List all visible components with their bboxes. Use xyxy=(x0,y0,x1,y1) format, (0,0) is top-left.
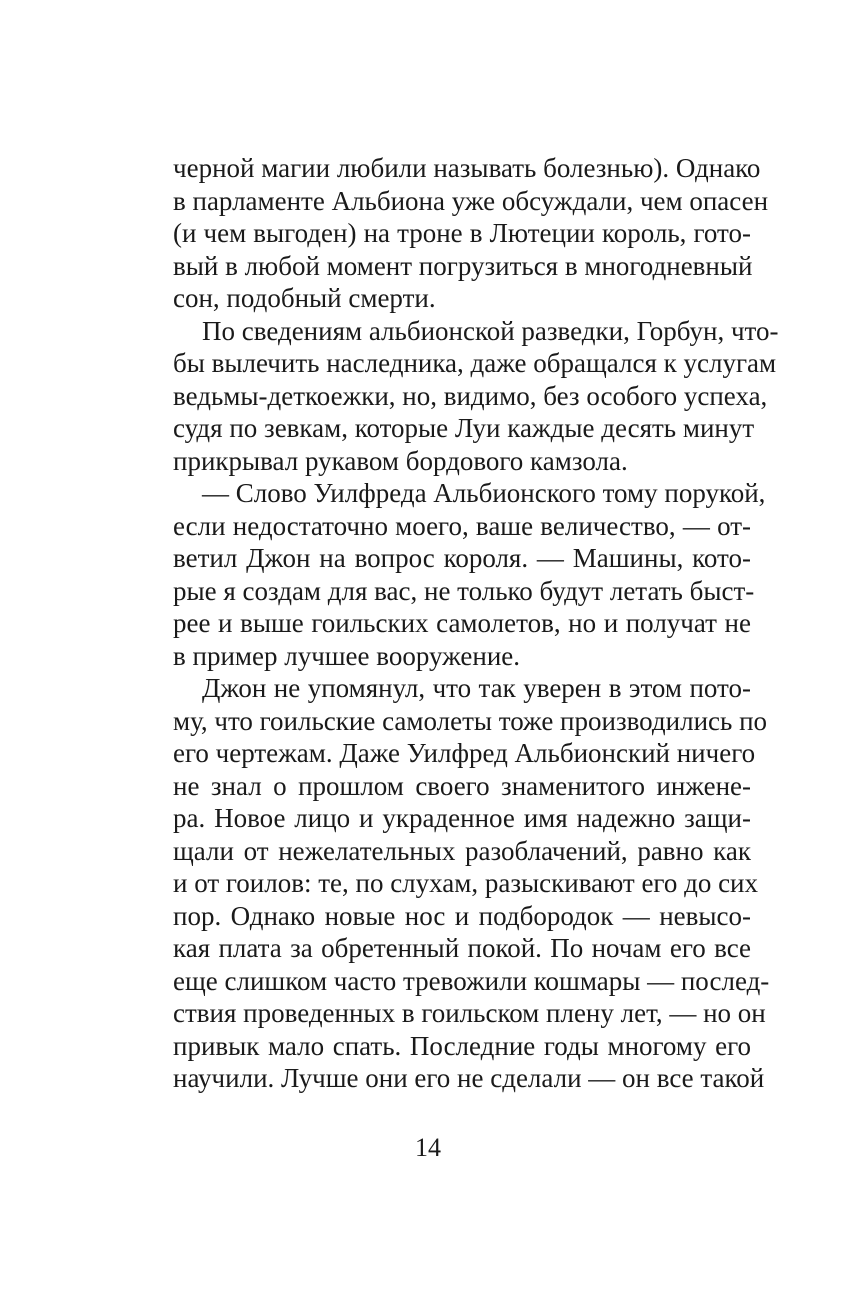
text-line: еще слишком часто тревожили кошмары — послед- xyxy=(173,965,770,996)
text-line: кая плата за обретенный покой. По ночам его все xyxy=(173,933,751,963)
text-line: не знал о прошлом своего знаменитого инжене- xyxy=(173,770,751,801)
text-line: его чертежам. Даже Уилфред Альбионский ничего xyxy=(173,738,756,768)
text-line: Джон не упомянул, что так уверен в этом пото- xyxy=(202,673,751,703)
text-line: бы вылечить наследника, даже обращался к услугам xyxy=(173,348,777,378)
text-line: научили. Лучше они его не сделали — он все такой xyxy=(173,1063,765,1093)
text-line: По сведениям альбионской разведки, Горбун, что- xyxy=(202,315,779,346)
text-line: рее и выше гоильских самолетов, но и получат не xyxy=(173,608,751,638)
text-line: прикрывал рукавом бордового камзола. xyxy=(173,445,628,476)
text-line: — Слово Уилфреда Альбионского тому порукой, xyxy=(202,478,766,508)
text-line: в пример лучшее вооружение. xyxy=(173,640,521,671)
text-line: ствия проведенных в гоильском плену лет, — но он xyxy=(173,998,766,1028)
text-line: черной магии любили называть болезнью). Однако xyxy=(173,153,761,183)
text-line: (и чем выгоден) на троне в Лютеции король, гото- xyxy=(173,218,751,248)
page-number: 14 xyxy=(415,1133,441,1162)
text-line: щали от нежелательных разоблачений, равно как xyxy=(173,835,751,866)
body-text xyxy=(173,152,779,1095)
text-line: вый в любой момент погрузиться в многодневный xyxy=(173,250,753,281)
text-line: если недостаточно моего, ваше величество, — от- xyxy=(173,510,751,541)
text-line: сон, подобный смерти. xyxy=(173,283,436,313)
text-line: ра. Новое лицо и украденное имя надежно защи- xyxy=(173,803,751,833)
text-line: ведьмы-деткоежки, но, видимо, без особого успеха, xyxy=(173,380,768,411)
text-line: му, что гоильские самолеты тоже производились по xyxy=(173,705,768,736)
text-line: судя по зевкам, которые Луи каждые десять минут xyxy=(173,413,755,443)
text-line: привык мало спать. Последние годы многому его xyxy=(173,1030,751,1061)
text-line: в парламенте Альбиона уже обсуждали, чем опасен xyxy=(173,185,769,216)
text-line: ветил Джон на вопрос короля. — Машины, кото- xyxy=(173,543,751,573)
text-line: рые я создам для вас, не только будут летать быст- xyxy=(173,575,755,606)
text-line: и от гоилов: те, по слухам, разыскивают его до сих xyxy=(173,868,759,898)
text-line: пор. Однако новые нос и подбородок — невысо- xyxy=(173,900,751,931)
